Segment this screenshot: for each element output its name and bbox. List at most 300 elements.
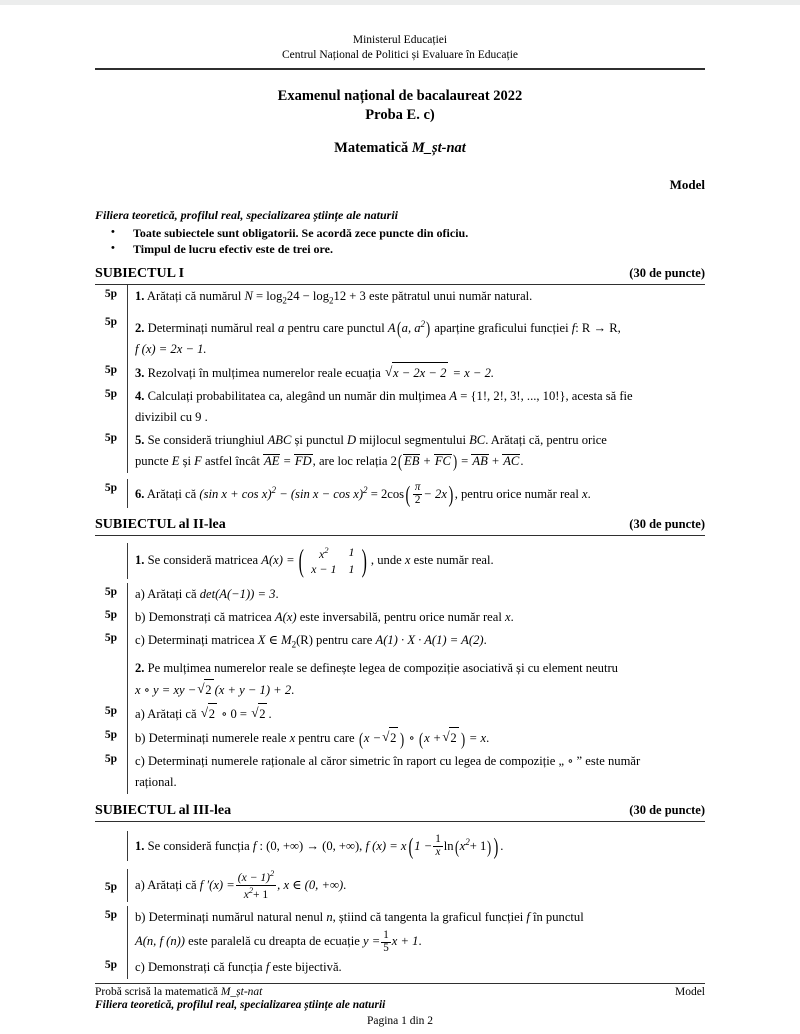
fraction: [433, 834, 443, 859]
math-expr: A(1) · X · A(1) = A(2): [375, 633, 484, 648]
math-num: + 1: [469, 839, 487, 854]
ministry-line: Ministerul Educației: [352, 34, 448, 46]
math-expr: x −: [363, 730, 382, 745]
points-cell: 5p: [104, 632, 118, 645]
fraction-numerator: π: [414, 481, 421, 494]
problem-label: b): [135, 730, 146, 745]
problem-row: [95, 429, 705, 473]
paren-open: (: [358, 728, 363, 749]
problem-label: b): [135, 610, 146, 625]
problem-row: [95, 702, 705, 726]
problem-body-text: Demonstrați că matricea: [148, 610, 275, 625]
matrix-cell: [305, 543, 342, 562]
column-divider: [127, 606, 128, 629]
problem-body-text: Determinați numerele reale: [148, 730, 290, 745]
problem-body-text: și: [179, 453, 195, 468]
subject-points: (30 de puncte): [629, 802, 705, 817]
math-sub: 2: [282, 295, 287, 306]
problem-row: [95, 479, 705, 509]
points-cell: 5p: [104, 315, 118, 328]
footer-subject-code: M_șt-nat: [220, 986, 263, 999]
subject-1-items: [95, 285, 705, 508]
paren-open: (: [407, 834, 413, 861]
problem-row: [95, 385, 705, 429]
instruction-item: • Toate subiectele sunt obligatorii. Se acordă zece puncte din oficiu.: [111, 225, 705, 241]
math-args: a, a: [401, 320, 421, 335]
column-divider: [127, 831, 128, 861]
problem-row: [95, 606, 705, 629]
instructions-list: [95, 225, 705, 257]
problem-label: c): [135, 633, 145, 648]
problem-body-text: Se consideră matricea: [147, 553, 262, 568]
matrix: [296, 543, 370, 577]
points-cell: 5p: [104, 752, 118, 765]
math-set: = {1!, 2!, 3!, ..., 10!}: [460, 388, 566, 403]
subject-heading-1: [95, 266, 705, 282]
subject-label: Matematică: [334, 140, 412, 156]
problem-line-2: [135, 339, 705, 360]
math-period: .: [418, 934, 422, 949]
math-expr: A(x) =: [261, 553, 295, 568]
problem-body-text: . Arătați că, pentru orice: [485, 432, 607, 447]
column-divider: [127, 361, 128, 385]
math-op: +: [491, 453, 500, 468]
subject-3-items: [95, 831, 705, 980]
subject-title: SUBIECTUL al III-lea: [95, 802, 232, 818]
matrix-cell: 1: [348, 545, 355, 560]
problem-row: [95, 285, 705, 313]
math-period: .: [291, 682, 295, 697]
paren-close: ): [487, 836, 492, 857]
matrix-row: [305, 562, 360, 577]
problem-row: [95, 750, 705, 794]
math-num: + 1: [253, 887, 269, 901]
radicand: 2: [389, 727, 398, 749]
math-var: F: [194, 453, 202, 468]
sqrt-symbol: [197, 679, 213, 701]
radicand: 2: [449, 727, 458, 749]
points-cell: 5p: [104, 481, 118, 494]
math-var: a: [278, 320, 285, 335]
problem-number: 1.: [135, 839, 145, 854]
column-divider: [127, 702, 128, 726]
math-domain: : (0, +∞) → (0, +∞),: [256, 839, 363, 854]
problem-body-text: , acesta să fie: [565, 388, 633, 403]
column-divider: [127, 657, 128, 702]
footer-exam-line: [95, 986, 262, 998]
paren-close: ): [426, 318, 431, 339]
column-divider: [127, 479, 128, 509]
problem-row: [95, 906, 705, 956]
column-divider: [127, 750, 128, 794]
footer-filiera: Filiera teoretică, profilul real, specializarea științe ale naturii: [95, 999, 386, 1012]
paren-open: (: [397, 451, 403, 472]
math-var: f: [571, 320, 576, 335]
problem-text: [135, 869, 705, 903]
math-expr: f (x) = x: [365, 839, 407, 854]
problem-row: [95, 313, 705, 361]
problem-text: [135, 606, 705, 629]
problem-body-text: pentru care: [295, 730, 358, 745]
points-cell: 5p: [104, 704, 118, 717]
paren-open: (: [454, 836, 459, 857]
problem-text: [135, 543, 705, 579]
problem-number: 2.: [135, 660, 145, 675]
exam-title: Examenul național de bacalaureat 2022: [277, 88, 523, 104]
problem-row: [95, 726, 705, 750]
problem-text: [135, 726, 705, 750]
points-cell: 5p: [104, 363, 118, 376]
subject-title: SUBIECTUL al II-lea: [95, 517, 226, 533]
sqrt-symbol: [442, 727, 458, 749]
problem-text: [135, 750, 705, 794]
problem-row: [95, 657, 705, 702]
math-op: = 2cos: [370, 486, 405, 501]
math-expr: − (sin x − cos x): [279, 486, 364, 501]
problem-body-text: Se consideră funcția: [147, 839, 253, 854]
problem-body-text: Arătați că: [146, 486, 200, 501]
problem-body-text: este bijectivă.: [269, 960, 342, 975]
math-var: A: [387, 320, 396, 335]
math-expr: A(x): [274, 610, 297, 625]
vector-FD: FD: [294, 453, 312, 468]
fraction-num-text: (x − 1): [237, 871, 270, 885]
math-var: M: [281, 633, 292, 648]
problem-row: [95, 869, 705, 903]
points-cell: 5p: [104, 609, 118, 622]
problem-number: 1.: [135, 553, 145, 568]
fraction-denominator: 5: [383, 941, 389, 954]
math-var: N: [244, 289, 253, 303]
problem-body-text: Pe mulțimea numerelor reale se definește legea de compoziție asociativă și cu element neutru: [147, 660, 618, 675]
matrix-bracket-right: ): [362, 542, 368, 578]
problem-body-text: Rezolvați în mulțimea numerelor reale ecuația: [147, 365, 384, 380]
column-divider: [127, 583, 128, 606]
subject-points: (30 de puncte): [629, 517, 705, 532]
problem-body-text: puncte: [135, 453, 172, 468]
fraction-den-text: x: [243, 887, 249, 901]
paren-close: ): [452, 451, 458, 472]
math-period: .: [510, 610, 514, 625]
problem-text: [135, 429, 705, 473]
problem-label: c): [135, 960, 145, 975]
radicand: [392, 362, 448, 384]
math-var: ABC: [267, 432, 292, 447]
subject-title: SUBIECTUL I: [95, 266, 185, 281]
problem-body-text: Arătați că numărul: [146, 289, 245, 303]
matrix-value: x: [318, 547, 325, 562]
exam-subject: [95, 125, 705, 158]
points-cell: 5p: [104, 909, 118, 922]
math-expr: − 2x: [423, 486, 447, 501]
problem-body-text: , pentru orice număr real: [454, 486, 582, 501]
radicand: 2: [204, 679, 213, 701]
problem-body-text: Calculați probabilitatea ca, alegând un număr din mulțimea: [147, 388, 450, 403]
problem-number: 3.: [135, 365, 145, 380]
math-num: 24: [286, 289, 300, 303]
column-divider: [127, 906, 128, 956]
math-expr: = x: [468, 730, 487, 745]
math-exp: 2: [420, 318, 426, 329]
math-expr: f (x) = 2x − 1.: [135, 341, 207, 356]
math-exp: 2: [465, 836, 470, 847]
math-expr: x − 2x − 2: [393, 365, 447, 380]
math-expr: x + 1: [391, 934, 419, 949]
points-cell: 5p: [104, 387, 118, 400]
math-expr: 1 −: [414, 839, 433, 854]
problem-body-text: și punctul: [291, 432, 347, 447]
model-marker: Model: [669, 177, 705, 192]
sqrt-symbol: [382, 727, 398, 749]
problem-row: [95, 831, 705, 861]
paren-close: ): [460, 728, 465, 749]
problem-body-text: astfel încât: [201, 453, 264, 468]
problem-body-text: , unde: [370, 553, 405, 568]
problem-text: [135, 479, 705, 509]
math-period: .: [275, 587, 279, 602]
math-expr: (x + y − 1) + 2: [214, 682, 292, 697]
problem-body-text: divizibil cu 9 .: [135, 409, 208, 424]
page-sheet: [95, 5, 705, 1027]
problem-text: [135, 702, 705, 726]
problem-body-text: Determinați matricea: [147, 633, 258, 648]
math-period: .: [486, 730, 490, 745]
math-var: A: [449, 388, 458, 403]
problem-line-2: [135, 772, 705, 793]
vector-EB: EB: [404, 453, 420, 468]
subject-2-items: [95, 543, 705, 794]
paren-open: (: [396, 318, 401, 339]
problem-label: b): [135, 910, 146, 925]
problem-body-text: mijlocul segmentului: [356, 432, 470, 447]
problem-text: [135, 906, 705, 956]
fraction-numerator: 1: [435, 833, 441, 846]
vector-AE: AE: [264, 453, 280, 468]
math-var: x: [289, 730, 296, 745]
math-num: 2: [390, 453, 397, 468]
exam-proba: Proba E. c): [365, 107, 435, 123]
paren-open: (: [405, 481, 411, 508]
problem-body-text: Arătați că: [147, 706, 200, 721]
column-divider: [127, 429, 128, 473]
radicand: 2: [258, 703, 267, 725]
points-cell: [95, 657, 127, 660]
math-var: f: [526, 910, 530, 925]
subject-points: (30 de puncte): [629, 266, 705, 280]
math-op: =: [283, 453, 291, 468]
problem-text: [135, 629, 705, 657]
problem-text: [135, 657, 705, 702]
fraction-denominator: 2: [413, 494, 423, 507]
math-op: = log: [256, 289, 283, 303]
points-cell: 5p: [104, 959, 118, 972]
fraction: [413, 482, 423, 507]
problem-body-text: este paralelă cu dreapta de ecuație: [185, 934, 363, 949]
problem-body-text: , are loc relația: [312, 453, 391, 468]
column-divider: [127, 956, 128, 979]
problem-line-2: [135, 451, 705, 472]
math-op: =: [461, 453, 469, 468]
column-divider: [127, 285, 128, 313]
math-var: D: [347, 432, 357, 447]
vector-AC: AC: [503, 453, 520, 468]
fraction-numerator: 1: [383, 928, 389, 941]
math-expr: y =: [362, 934, 381, 949]
fraction-numerator: [236, 869, 276, 884]
problem-body-text: este pătratul unui număr natural.: [369, 289, 533, 303]
points-cell: [95, 831, 127, 834]
problem-body-text: este număr real.: [410, 553, 494, 568]
problem-body-text: este inversabilă, pentru orice număr real: [296, 610, 505, 625]
points-cell: 5p: [104, 586, 118, 599]
math-var: x: [504, 610, 511, 625]
problem-label: a): [135, 706, 145, 721]
problem-body-text: Determinați numerele raționale al căror simetric în raport cu legea de compoziție „ ∘ ” este număr: [147, 753, 641, 768]
problem-body-text: aparține graficului funcției: [431, 320, 572, 335]
math-var: x: [404, 553, 411, 568]
column-divider: [127, 629, 128, 657]
footer-label: Probă scrisă la matematică: [95, 986, 221, 999]
fraction: [381, 930, 391, 955]
points-cell: 5p: [104, 728, 118, 741]
math-op: ∈: [265, 633, 282, 648]
math-fn: ln: [443, 839, 454, 854]
problem-row: [95, 543, 705, 579]
math-sub: 2: [329, 295, 334, 306]
math-expr: , x ∈ (0, +∞): [277, 877, 344, 892]
footer-top-row: [95, 984, 705, 998]
math-period: .: [268, 706, 272, 721]
subject-heading-3: [95, 803, 705, 819]
problem-number: 2.: [135, 320, 145, 335]
subject-rule-3: [95, 821, 705, 822]
math-var: X: [257, 633, 266, 648]
math-var: BC: [469, 432, 486, 447]
column-divider: [127, 543, 128, 579]
document-page: [0, 5, 800, 1034]
center-line: Centrul Național de Politici și Evaluare în Educație: [281, 49, 518, 61]
math-var: E: [171, 453, 180, 468]
points-cell: [95, 543, 127, 546]
footer-model: Model: [674, 986, 705, 999]
filiera-line: Filiera teoretică, profilul real, specializarea științe ale naturii: [95, 208, 398, 222]
vector-FC: FC: [434, 453, 451, 468]
matrix-cell: 1: [348, 562, 355, 577]
fraction-denominator: x: [433, 846, 443, 859]
problem-text: [135, 285, 705, 313]
subject-heading-2: [95, 517, 705, 533]
problem-number: 1.: [135, 289, 145, 303]
math-period: .: [587, 486, 591, 501]
problem-row: [95, 583, 705, 606]
problem-text: [135, 313, 705, 361]
math-var: f: [265, 960, 270, 975]
math-var: x: [459, 839, 466, 854]
sqrt-symbol: [385, 362, 448, 384]
math-op: ∘: [405, 730, 418, 745]
problem-text: [135, 831, 705, 861]
column-divider: [127, 313, 128, 361]
matrix-row: [305, 543, 360, 562]
math-exp: 2: [270, 869, 275, 879]
problem-text: [135, 956, 705, 979]
column-divider: [127, 869, 128, 903]
problem-body-text: Determinați numărul real: [147, 320, 279, 335]
problem-text: [135, 361, 705, 385]
instruction-item: • Timpul de lucru efectiv este de trei ore.: [111, 241, 705, 257]
paren-close: ): [493, 834, 499, 861]
title-block: [95, 70, 705, 158]
math-map: : R → R,: [575, 320, 621, 335]
math-num: 12: [333, 289, 347, 303]
math-num: + 3: [349, 289, 366, 303]
sqrt-symbol: [201, 703, 217, 725]
math-expr: A(n, f (n)): [135, 934, 186, 949]
math-period: .: [500, 839, 504, 854]
math-op: − log: [302, 289, 330, 303]
problem-body-text: Demonstrați că funcția: [147, 960, 266, 975]
math-period: .: [483, 633, 487, 648]
math-exp: 2: [248, 885, 253, 895]
problem-body-text: Arătați că: [147, 877, 200, 892]
paren-close: ): [448, 481, 454, 508]
problem-text: [135, 583, 705, 606]
math-exp: 2: [271, 484, 277, 495]
problem-body-text: , știind că tangenta la graficul funcției: [332, 910, 527, 925]
footer-page-number: Pagina 1 din 2: [366, 1015, 434, 1028]
math-expr: x ∘ y = xy −: [135, 682, 197, 697]
math-op: +: [423, 453, 431, 468]
subject-rule-2: [95, 535, 705, 536]
problem-body-text: în punctul: [529, 910, 584, 925]
matrix-table: [305, 543, 360, 577]
math-sub: 2: [291, 639, 297, 650]
problem-label: a): [135, 587, 145, 602]
math-exp: 2: [324, 545, 329, 556]
column-divider: [127, 726, 128, 750]
math-op: ∘ 0 =: [218, 706, 251, 721]
math-period: .: [520, 453, 524, 468]
column-divider: [127, 385, 128, 429]
problem-number: 5.: [135, 432, 145, 447]
problem-label: c): [135, 753, 145, 768]
problem-body-text: pentru care punctul: [284, 320, 388, 335]
problem-body-text: Se consideră triunghiul: [147, 432, 268, 447]
problem-line-2: [135, 928, 705, 955]
math-expr: = x − 2.: [452, 365, 495, 380]
matrix-bracket-left: (: [298, 542, 304, 578]
points-cell: 5p: [104, 288, 118, 300]
math-var: f: [252, 839, 257, 854]
math-exp: 2: [363, 484, 368, 495]
problem-text: [135, 385, 705, 429]
math-set: (R): [296, 633, 313, 648]
points-cell: 5p: [104, 431, 118, 444]
masthead: [95, 5, 705, 63]
problem-row: [95, 956, 705, 979]
problem-label: a): [135, 877, 145, 892]
math-expr: x +: [424, 730, 442, 745]
matrix-cell: x − 1: [311, 562, 337, 577]
fraction: [236, 869, 276, 901]
problem-body-text: rațional.: [135, 774, 177, 789]
vector-AB: AB: [472, 453, 488, 468]
problem-row: [95, 629, 705, 657]
sqrt-symbol: [251, 703, 267, 725]
problem-number: 4.: [135, 388, 145, 403]
problem-line-2: [135, 407, 705, 428]
math-var: x: [581, 486, 588, 501]
